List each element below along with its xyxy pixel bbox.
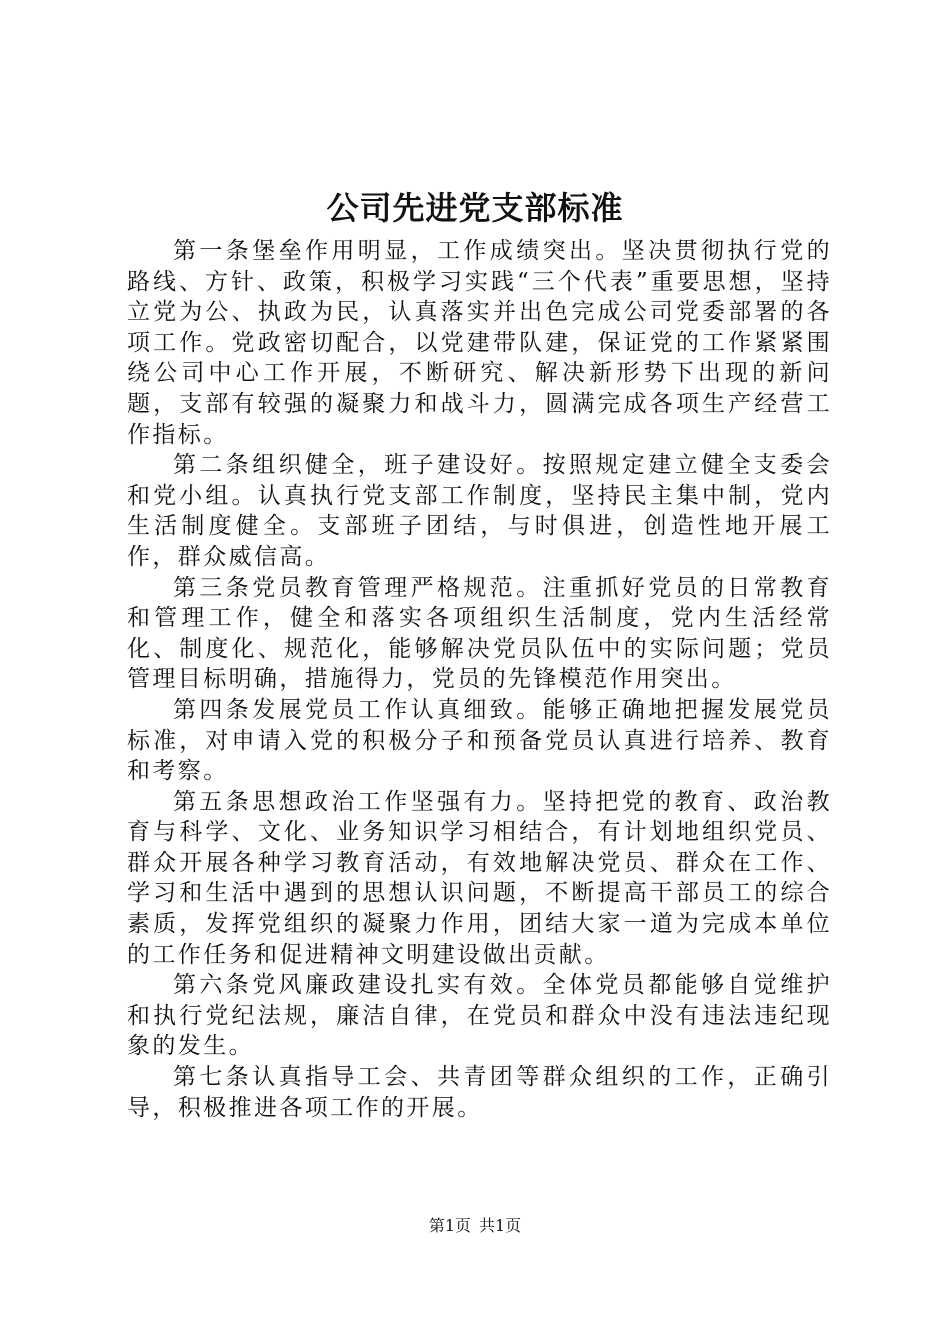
article-6: 第六条党风廉政建设扎实有效。全体党员都能够自觉维护和执行党纪法规，廉洁自律，在党员和群众中没有违法违纪现象的发生。 <box>127 972 832 1060</box>
article-1: 第一条堡垒作用明显，工作成绩突出。坚决贯彻执行党的路线、方针、政策，积极学习实践“三个代表”重要思想，坚持立党为公、执政为民，认真落实并出色完成公司党委部署的各项工作。党政密切配合，以党建带队建，保证党的工作紧紧围绕公司中心工作开展，不断研究、解决新形势下出现的新问题，支部有较强的凝聚力和战斗力，圆满完成各项生产经营工作指标。 <box>127 238 832 448</box>
page-footer <box>0 1215 950 1237</box>
article-4: 第四条发展党员工作认真细致。能够正确地把握发展党员标准，对申请入党的积极分子和预备党员认真进行培养、教育和考察。 <box>127 696 832 785</box>
page-total: 共1页 <box>479 1216 522 1235</box>
article-5: 第五条思想政治工作坚强有力。坚持把党的教育、政治教育与科学、文化、业务知识学习相结合，有计划地组织党员、群众开展各种学习教育活动，有效地解决党员、群众在工作、学习和生活中遇到的思想认识问题，不断提高干部员工的综合素质，发挥党组织的凝聚力作用，团结大家一道为完成本单位的工作任务和促进精神文明建设做出贡献。 <box>127 788 832 968</box>
article-3: 第三条党员教育管理严格规范。注重抓好党员的日常教育和管理工作，健全和落实各项组织生活制度，党内生活经常化、制度化、规范化，能够解决党员队伍中的实际问题；党员管理目标明确，措施得力，党员的先锋模范作用突出。 <box>127 574 832 693</box>
document-title: 公司先进党支部标准 <box>326 189 624 227</box>
article-2: 第二条组织健全，班子建设好。按照规定建立健全支委会和党小组。认真执行党支部工作制度，坚持民主集中制，党内生活制度健全。支部班子团结，与时俱进，创造性地开展工作，群众威信高。 <box>127 452 832 570</box>
document-body <box>127 236 832 1123</box>
page-number: 第1页 <box>428 1216 471 1235</box>
article-7: 第七条认真指导工会、共青团等群众组织的工作，正确引导，积极推进各项工作的开展。 <box>127 1064 832 1121</box>
